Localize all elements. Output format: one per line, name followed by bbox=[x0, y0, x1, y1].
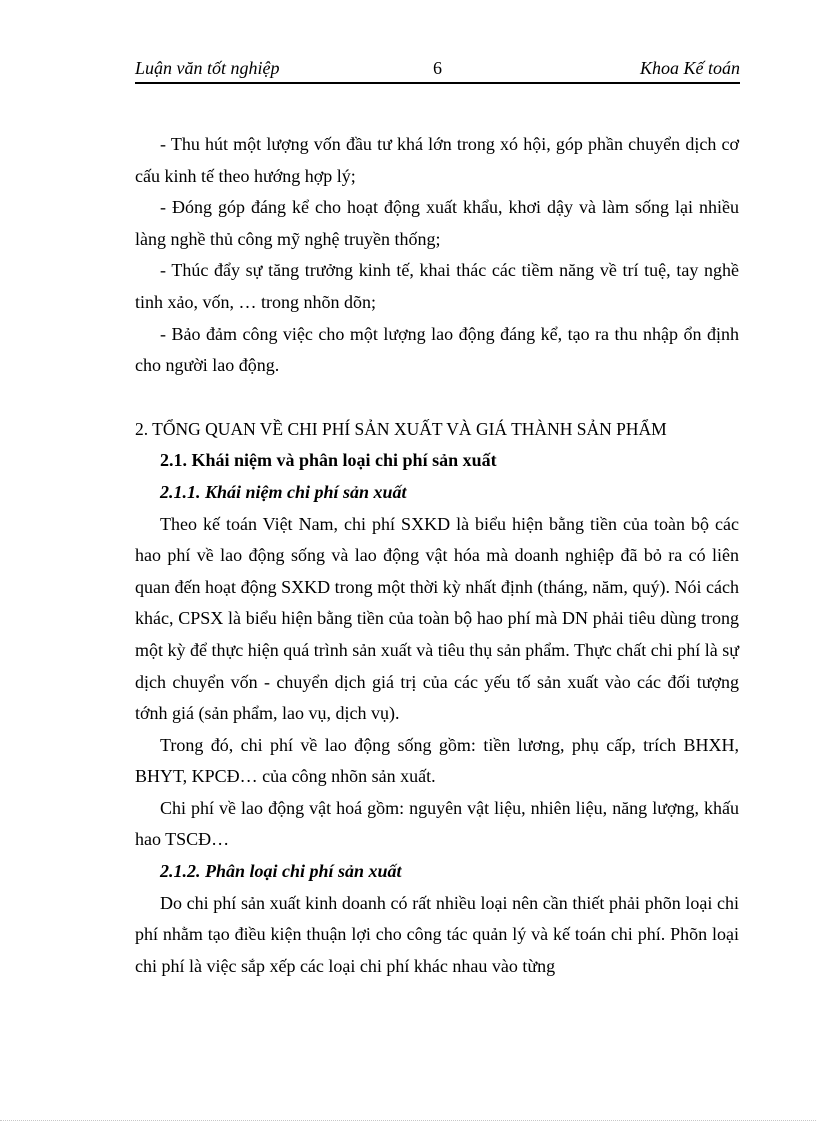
body-paragraph: Theo kế toán Việt Nam, chi phí SXKD là biểu hiện bằng tiền của toàn bộ các hao phí về lao động sống và lao động vật hóa mà doanh nghiệp đã bỏ ra có liên quan đến hoạt động SXKD trong một thời kỳ nhất định (tháng, năm, quý). Nói cách khác, CPSX là biểu hiện bằng tiền của toàn bộ hao phí mà DN phải tiêu dùng trong một kỳ để thực hiện quá trình sản xuất và tiêu thụ sản phẩm. Thực chất chi phí là sự dịch chuyển vốn - chuyển dịch giá trị của các yếu tố sản xuất vào các đối tượng tớnh giá (sản phẩm, lao vụ, dịch vụ). bbox=[135, 513, 739, 724]
page-body bbox=[135, 129, 739, 982]
body-paragraph: Trong đó, chi phí về lao động sống gồm: tiền lương, phụ cấp, trích BHXH, BHYT, KPCĐ… của công nhõn sản xuất. bbox=[135, 734, 739, 787]
bullet-paragraph: - Đóng góp đáng kể cho hoạt động xuất khẩu, khơi dậy và làm sống lại nhiều làng nghề thủ công mỹ nghệ truyền thống; bbox=[135, 197, 739, 249]
header-department: Khoa Kế toán bbox=[639, 58, 740, 78]
section-spacer bbox=[135, 382, 739, 414]
subsection-heading: 2.1. Khái niệm và phân loại chi phí sản xuất bbox=[160, 450, 497, 471]
page-header bbox=[135, 56, 740, 84]
subsubsection-heading-classification: 2.1.2. Phân loại chi phí sản xuất bbox=[160, 861, 402, 882]
bullet-paragraph: - Bảo đảm công việc cho một lượng lao động đáng kể, tạo ra thu nhập ổn định cho người lao động. bbox=[135, 323, 739, 376]
section-heading: 2. TỔNG QUAN VỀ CHI PHÍ SẢN XUẤT VÀ GIÁ THÀNH SẢN PHẨM bbox=[135, 418, 667, 439]
subsubsection-heading-concept: 2.1.1. Khái niệm chi phí sản xuất bbox=[160, 481, 407, 502]
body-paragraph: Chi phí về lao động vật hoá gồm: nguyên vật liệu, nhiên liệu, năng lượng, khấu hao TSCĐ… bbox=[135, 797, 739, 850]
page-bottom-rule bbox=[0, 1120, 816, 1121]
page-number: 6 bbox=[433, 58, 442, 78]
bullet-paragraph: - Thu hút một lượng vốn đầu tư khá lớn trong xó hội, góp phần chuyển dịch cơ cấu kinh tế theo hướng hợp lý; bbox=[135, 134, 739, 186]
body-paragraph: Do chi phí sản xuất kinh doanh có rất nhiều loại nên cần thiết phải phõn loại chi phí nhằm tạo điều kiện thuận lợi cho công tác quản lý và kế toán chi phí. Phõn loại chi phí là việc sắp xếp các loại chi phí khác nhau vào từng bbox=[135, 892, 739, 976]
header-document-type: Luận văn tốt nghiệp bbox=[135, 58, 280, 78]
bullet-paragraph: - Thúc đẩy sự tăng trưởng kinh tế, khai thác các tiềm năng về trí tuệ, tay nghề tinh xảo, vốn, … trong nhõn dõn; bbox=[135, 260, 739, 312]
